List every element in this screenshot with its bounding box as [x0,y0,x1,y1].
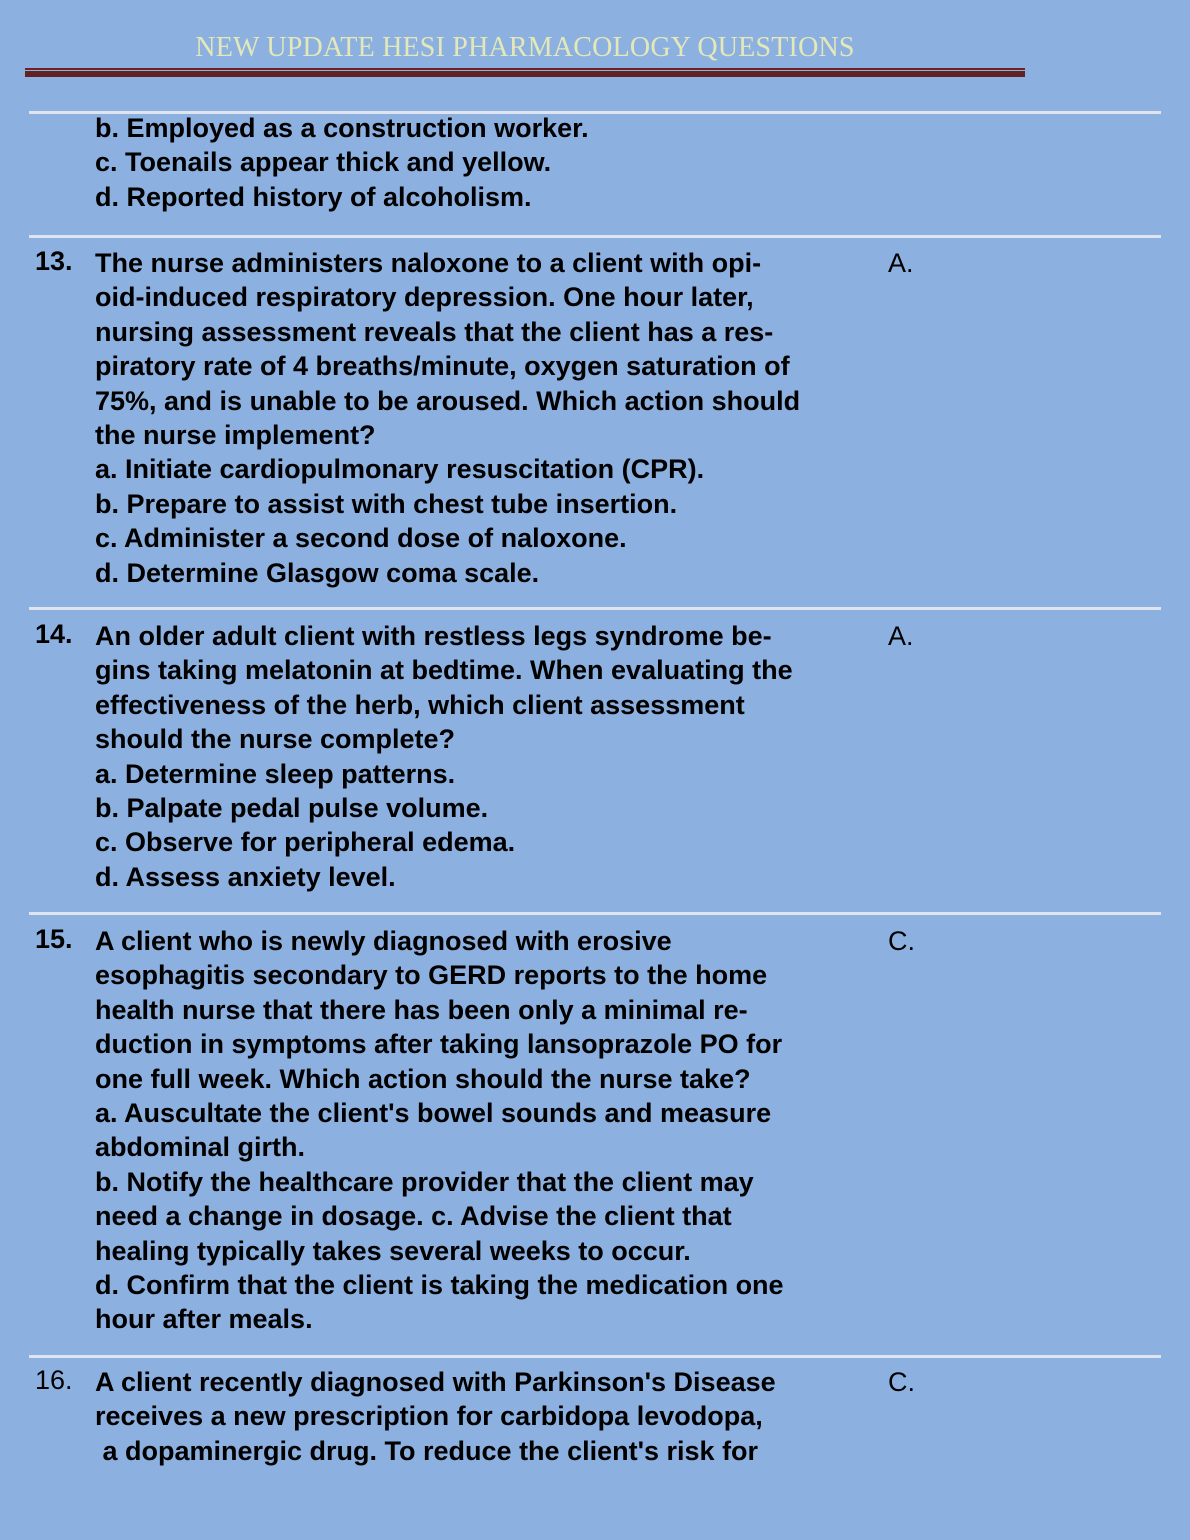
text-line: effectiveness of the herb, which client assessment [95,689,745,720]
text-line: A client who is newly diagnosed with erosive [95,926,672,956]
text-line: healing typically takes several weeks to occur. [95,1235,691,1266]
text-line: hour after meals. [95,1304,313,1335]
header-divider [25,71,1025,77]
text-line: An older adult client with restless legs syndrome be- [95,621,772,651]
text-line: gins taking melatonin at bedtime. When evaluating the [95,655,793,686]
question-15-text [95,924,784,1337]
text-line: one full week. Which action should the nurse take? [95,1063,751,1094]
text-line: duction in symptoms after taking lansoprazole PO for [95,1029,783,1060]
text-line: d. Confirm that the client is taking the medication one [95,1269,784,1300]
header-divider-thin [25,68,1025,70]
answer: C. [888,926,915,956]
answer: C. [888,1367,915,1397]
row-divider [29,912,1161,915]
text-line: a. Initiate cardiopulmonary resuscitation (CPR). [95,454,705,485]
text-line: oid-induced respiratory depression. One hour later, [95,282,754,313]
row-divider [29,235,1161,238]
text-line: a. Determine sleep patterns. [95,758,456,789]
text-line: c. Observe for peripheral edema. [95,827,516,858]
text-line: d. Determine Glasgow coma scale. [95,557,540,588]
text-line: b. Employed as a construction worker. [95,113,589,143]
row-divider [29,1355,1161,1358]
text-line: a. Auscultate the client's bowel sounds and measure [95,1097,772,1128]
question-number: 15. [35,924,73,954]
text-line: d. Reported history of alcoholism. [95,181,532,212]
text-line: nursing assessment reveals that the client has a res- [95,316,774,347]
question-number: 13. [35,246,73,276]
text-line: b. Notify the healthcare provider that the client may [95,1166,754,1197]
text-line: piratory rate of 4 breaths/minute, oxygen saturation of [95,351,790,382]
text-line: should the nurse complete? [95,724,456,755]
text-line: d. Assess anxiety level. [95,861,396,892]
text-line: abdominal girth. [95,1132,306,1163]
text-line: health nurse that there has been only a minimal re- [95,994,748,1025]
question-12-options [95,111,589,214]
answer: A. [888,248,914,278]
question-14-text [95,619,793,894]
text-line: b. Prepare to assist with chest tube insertion. [95,488,678,519]
text-line: a dopaminergic drug. To reduce the client's risk for [95,1435,759,1466]
text-line: c. Toenails appear thick and yellow. [95,147,552,178]
text-line: b. Palpate pedal pulse volume. [95,792,489,823]
answer: A. [888,621,914,651]
question-number: 14. [35,619,73,649]
text-line: 75%, and is unable to be aroused. Which action should [95,385,801,416]
question-13-text [95,246,800,590]
text-line: A client recently diagnosed with Parkinson's Disease [95,1367,776,1397]
text-line: The nurse administers naloxone to a client with opi- [95,248,762,278]
text-line: esophagitis secondary to GERD reports to the home [95,960,768,991]
text-line: receives a new prescription for carbidopa levodopa, [95,1401,763,1432]
question-16-text [95,1365,776,1468]
text-line: the nurse implement? [95,419,376,450]
page-title: NEW UPDATE HESI PHARMACOLOGY QUESTIONS [195,32,855,63]
text-line: need a change in dosage. c. Advise the client that [95,1201,732,1232]
question-number: 16. [35,1365,73,1395]
text-line: c. Administer a second dose of naloxone. [95,523,627,554]
row-divider [29,607,1161,610]
